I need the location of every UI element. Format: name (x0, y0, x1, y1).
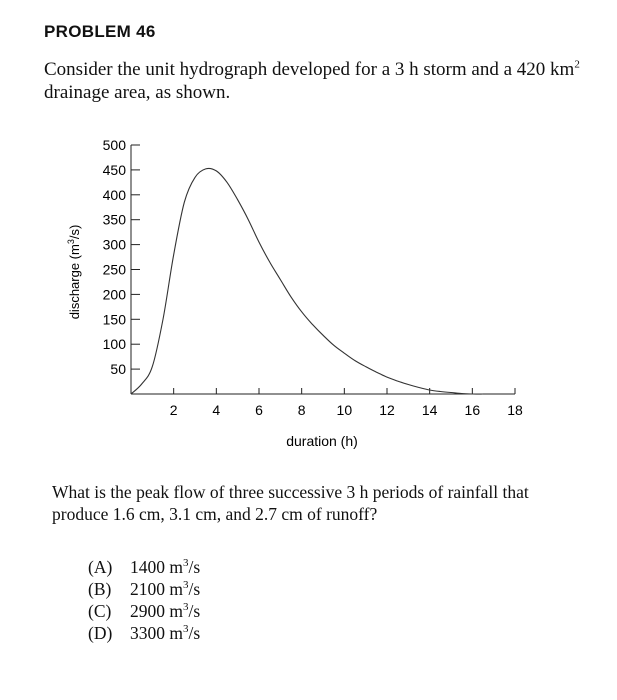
answer-choice-b[interactable] (88, 578, 200, 600)
unit-base: /s (188, 557, 201, 577)
choice-letter: (C) (88, 601, 112, 621)
answer-choice-d[interactable] (88, 622, 200, 644)
y-axis-label-superscript: 3 (66, 239, 76, 245)
y-axis-label (66, 225, 82, 320)
y-tick-label-300: 300 (102, 236, 126, 253)
unit-superscript: 3 (183, 557, 189, 570)
choice-value: 3300 m (130, 623, 183, 643)
choice-letter: (A) (88, 557, 113, 577)
x-tick-label-2: 2 (169, 402, 178, 418)
question-text: What is the peak flow of three successive 3 h periods of rainfall that produce 1.6 cm, 3.1 cm, and 2.7 cm of runoff? (52, 482, 529, 524)
choice-letter: (D) (88, 623, 113, 643)
x-tick-label-6: 6 (255, 402, 263, 418)
unit-superscript: 3 (183, 579, 189, 592)
y-tick-label-400: 400 (102, 186, 126, 203)
choice-value: 2900 m (130, 601, 183, 621)
x-tick-label-4: 4 (212, 402, 221, 418)
y-axis-label-end: /s) (67, 224, 82, 240)
y-tick-label-200: 200 (102, 286, 126, 303)
y-tick-label-150: 150 (102, 311, 126, 328)
unit-base: /s (188, 623, 201, 643)
y-tick-label-250: 250 (102, 261, 126, 278)
problem-title: PROBLEM 46 (44, 22, 156, 41)
chart-ticks (103, 137, 523, 418)
x-tick-label-16: 16 (464, 402, 481, 418)
intro-text-end: drainage area, as shown. (44, 82, 231, 103)
intro-text-start: Consider the unit hydrograph developed for a 3 h storm and a 420 km (44, 59, 575, 80)
x-tick-label-10: 10 (336, 402, 353, 418)
x-tick-label-12: 12 (379, 402, 395, 418)
y-tick-label-450: 450 (102, 161, 126, 178)
y-tick-label-50: 50 (110, 361, 126, 378)
y-axis-label-start: discharge (m (67, 244, 82, 320)
answer-choice-a[interactable] (88, 556, 200, 578)
unit-superscript: 3 (183, 601, 189, 614)
answer-choices (88, 556, 200, 644)
unit-base: /s (188, 601, 201, 621)
x-tick-label-18: 18 (507, 402, 523, 418)
x-axis-label: duration (h) (286, 433, 358, 449)
y-tick-label-100: 100 (102, 336, 126, 353)
chart-axes (131, 145, 515, 394)
choice-letter: (B) (88, 579, 112, 599)
chart-series (131, 168, 483, 394)
x-tick-label-8: 8 (297, 402, 306, 418)
unit-base: /s (188, 579, 201, 599)
choice-value: 1400 m (130, 557, 183, 577)
y-tick-label-500: 500 (102, 137, 126, 153)
choice-value: 2100 m (130, 579, 183, 599)
unit-superscript: 3 (183, 623, 189, 636)
y-tick-label-350: 350 (102, 211, 126, 228)
x-tick-label-14: 14 (421, 402, 438, 418)
intro-superscript: 2 (574, 58, 580, 71)
series-line-0 (131, 168, 483, 394)
answer-choice-c[interactable] (88, 600, 200, 622)
